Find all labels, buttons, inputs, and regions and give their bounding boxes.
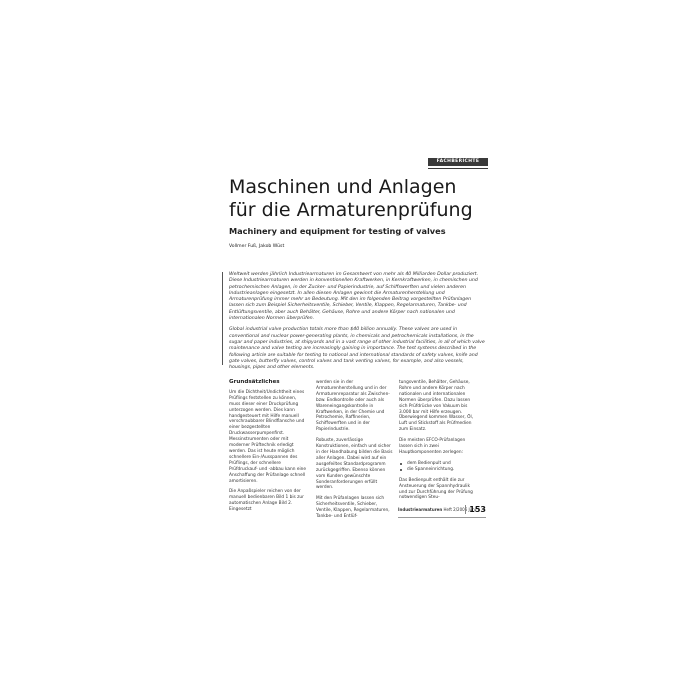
section-tag: FACHBERICHTE — [428, 158, 488, 166]
article-title-line-2: für die Armaturenprüfung — [229, 199, 473, 221]
body-paragraph: Die Anpaßspieler reichen von der manuell bedienbaren Bild 1 bis zur automatischen Anlage Bild 2. Eingesetzt — [229, 489, 304, 513]
body-paragraph: Die meisten EFCO-Prüfanlagen lassen sich in zwei Hauptkomponenten zerlegen: — [399, 438, 466, 455]
footer-rule — [398, 517, 486, 518]
abstract-bar — [222, 272, 223, 365]
body-column-3 — [399, 380, 477, 506]
page-footer — [398, 507, 486, 516]
issue-info: Heft 2/2006 Juni — [443, 507, 476, 512]
article-subtitle: Machinery and equipment for testing of valves — [229, 226, 446, 236]
magazine-name: Industriearmaturen — [398, 507, 443, 512]
section-tag-rule — [428, 168, 488, 169]
list-item: die Spanneinrichtung. — [405, 467, 477, 473]
abstract-german: Weltweit werden jährlich Industriearmaturen im Gesamtwert von mehr als 40 Milliarden Dollar produziert. Diese Industriearmaturen werden in konventionellen Kraftwerken, in Kernkraftwerken, in chemischen und petrochemischen Anlagen, in der Zucker- und Papierindustrie, auf Schiffswerften und vielen anderen Industrieanlagen eingesetzt. In allen diesen Anlagen gewinnt die Armaturenherstellung und Armaturenprüfung immer mehr an Bedeutung. Mit den im folgenden Beitrag vorgestellten Prüfanlagen lassen sich zum Beispiel Sicherheitsventile, Schieber, Ventile, Klappen, Regelarmaturen, Tankbe- und Entlüftungsventile, aber auch Behälter, Gehäuse, Rohre und andere Körper nach nationalen und internationalen Normen überprüfen. — [229, 272, 479, 322]
body-paragraph: Robuste, zuverlässige Konstruktionen, einfach und sicher in der Handhabung bilden die Basis aller Anlagen. Dabei wird auf ein ausgefeiltes Standardprogramm zurückgegriffen. Ebenso können vom Kunden gewünschte Sonderanforderungen erfüllt werden. — [316, 438, 393, 491]
body-paragraph: Mit den Prüfanlagen lassen sich Sicherheitsventile, Schieber, Ventile, Klappen, Regelarmaturen, Tankbe- und Entlüf- — [316, 496, 390, 520]
article-authors: Vollmer Fuß, Jakob Wüst — [229, 244, 285, 249]
section-heading: Grundsätzliches — [229, 379, 280, 385]
page-number: 153 — [465, 505, 486, 514]
body-paragraph: tungsventile, Behälter, Gehäuse, Rohre und andere Körper nach nationalen und internationalen Normen überprüfen. Dazu lassen sich Prüfdrücke von Vakuum bis 3.000 bar mit Hilfe erzeugen. Überwiegend kommen Wasser, Öl, Luft und Stickstoff als Prüfmedien zum Einsatz. — [399, 380, 474, 433]
body-paragraph: Das Bedienpult enthält die zur Ansteuerung der Spannhydraulik und zur Durchführung der Prüfung notwendigen Steu- — [399, 477, 473, 501]
body-column-2 — [316, 380, 394, 525]
article-title-line-1: Maschinen und Anlagen — [229, 176, 457, 198]
body-paragraph: Um die Dichtheit/Undichtheit eines Prüflings feststellen zu können, muss dieser einer Druckprüfung unterzogen werden. Dies kann handgesteuert mit Hilfe manuell verschraubbarer Blindflansche und einer bezgestellten Druckwasserpumpenfirst. Messinstrumenten oder mit moderner Prüftechnik erledigt werden. Das ist heute möglich schnellere Ein-/Ausspannen des Prüflings, der schnellere Prüfdruckauf- und -abbau kann eine Anschaffung der Prüfanlage schnell amortisieren. — [229, 389, 307, 484]
abstract — [229, 272, 487, 376]
body-column-1 — [229, 380, 307, 518]
article-title — [229, 176, 549, 222]
component-list — [399, 461, 477, 473]
list-item: dem Bedienpult und — [405, 461, 477, 467]
abstract-english: Global industrial valve production totals more than $40 billion annually. These valves are used in conventional and nuclear power-generating plants, in chemicals and petrochemicals installations, in the sugar and paper industries, at shipyards and in a vast range of other industrial facilities, in all of which valve maintenance and valve testing are increasingly gaining in importance. The test systems described in the following article are suitable for testing to national and international standards of safety valves, knife and gate valves, butterfly valves, control valves and tank venting valves, for example, and also vessels, housings, pipes and other elements. — [229, 327, 485, 371]
body-paragraph: werden sie in der Armaturenherstellung und in der Armaturenreparatur als Zwischen- bzw. Endkontrolle oder auch als Wareneingangskontrolle in Kraftwerken, in der Chemie und Petrochemie, Raffinerien, Schiffswerften und in der Papierindustrie. — [316, 380, 390, 433]
